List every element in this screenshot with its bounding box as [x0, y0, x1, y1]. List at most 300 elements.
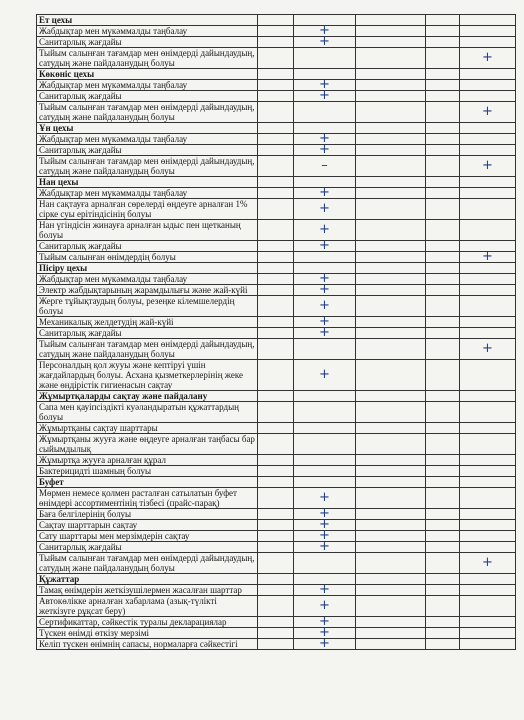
mark-cell-col1 — [258, 574, 294, 585]
mark-cell-col5 — [460, 520, 516, 531]
mark-cell-col1 — [258, 402, 294, 423]
mark-cell-col1 — [258, 26, 294, 37]
mark-cell-col2 — [294, 123, 356, 134]
mark-cell-col3 — [356, 596, 426, 617]
mark-cell-col3 — [356, 317, 426, 328]
mark-cell-col2: + — [294, 220, 356, 241]
criterion-text: Механикалық желдетудің жай-күйі — [37, 317, 258, 328]
checklist-row — [37, 360, 516, 391]
mark-cell-col4 — [426, 542, 460, 553]
mark-cell-col4 — [426, 15, 460, 26]
mark-cell-col4 — [426, 274, 460, 285]
mark-cell-col3 — [356, 585, 426, 596]
checklist-row — [37, 639, 516, 650]
criterion-text: Тыйым салынған тағамдар мен өнімдерді дайындаудың, сатудың және пайдаланудың болуы — [37, 339, 258, 360]
criterion-text: Нан үгіндісін жинауға арналған ыдыс пен щетканың болуы — [37, 220, 258, 241]
mark-cell-col3 — [356, 37, 426, 48]
mark-cell-col4 — [426, 402, 460, 423]
mark-cell-col4 — [426, 296, 460, 317]
criterion-text: Жабдықтар мен мүкәммалды таңбалау — [37, 274, 258, 285]
mark-cell-col3 — [356, 134, 426, 145]
mark-cell-col5 — [460, 91, 516, 102]
mark-cell-col5: + — [460, 102, 516, 123]
mark-cell-col3 — [356, 455, 426, 466]
mark-cell-col1 — [258, 509, 294, 520]
mark-cell-col4 — [426, 617, 460, 628]
checklist-row — [37, 423, 516, 434]
checklist-row — [37, 188, 516, 199]
mark-cell-col1 — [258, 391, 294, 402]
checklist-row — [37, 26, 516, 37]
mark-cell-col1 — [258, 241, 294, 252]
mark-cell-col1 — [258, 360, 294, 391]
mark-cell-col4 — [426, 285, 460, 296]
mark-cell-col2: – — [294, 156, 356, 177]
mark-cell-col2 — [294, 102, 356, 123]
mark-cell-col1 — [258, 91, 294, 102]
mark-cell-col4 — [426, 360, 460, 391]
mark-cell-col2 — [294, 339, 356, 360]
mark-cell-col1 — [258, 617, 294, 628]
mark-cell-col3 — [356, 48, 426, 69]
criterion-text: Жерге тұйықтаудың болуы, резеңке кілемшелердің болуы — [37, 296, 258, 317]
checklist-row — [37, 617, 516, 628]
mark-cell-col5 — [460, 360, 516, 391]
criterion-text: Автокөлікке арналған хабарлама (азық-түлікті жеткізуге рұқсат беру) — [37, 596, 258, 617]
mark-cell-col4 — [426, 199, 460, 220]
criterion-text: Жабдықтар мен мүкәммалды таңбалау — [37, 26, 258, 37]
checklist-row — [37, 285, 516, 296]
section-title: Көкөніс цехы — [37, 69, 258, 80]
mark-cell-col4 — [426, 220, 460, 241]
mark-cell-col2 — [294, 15, 356, 26]
section-title: Ет цехы — [37, 15, 258, 26]
mark-cell-col5 — [460, 220, 516, 241]
mark-cell-col5 — [460, 263, 516, 274]
checklist-row — [37, 241, 516, 252]
mark-cell-col2: + — [294, 80, 356, 91]
checklist-row — [37, 156, 516, 177]
mark-cell-col3 — [356, 263, 426, 274]
criterion-text: Баға белгілерінің болуы — [37, 509, 258, 520]
mark-cell-col3 — [356, 145, 426, 156]
criterion-text: Санитарлық жағдайы — [37, 241, 258, 252]
mark-cell-col5 — [460, 596, 516, 617]
mark-cell-col2 — [294, 48, 356, 69]
mark-cell-col3 — [356, 252, 426, 263]
mark-cell-col3 — [356, 102, 426, 123]
mark-cell-col5 — [460, 241, 516, 252]
mark-cell-col2 — [294, 434, 356, 455]
mark-cell-col4 — [426, 177, 460, 188]
criterion-text: Келіп түскен өнімнің сапасы, нормаларға сәйкестігі — [37, 639, 258, 650]
mark-cell-col5 — [460, 199, 516, 220]
mark-cell-col1 — [258, 553, 294, 574]
mark-cell-col2 — [294, 69, 356, 80]
mark-cell-col4 — [426, 145, 460, 156]
mark-cell-col4 — [426, 123, 460, 134]
checklist-row — [37, 466, 516, 477]
checklist-row — [37, 145, 516, 156]
mark-cell-col2: + — [294, 585, 356, 596]
checklist-row — [37, 531, 516, 542]
mark-cell-col2: + — [294, 617, 356, 628]
criterion-text: Жабдықтар мен мүкәммалды таңбалау — [37, 134, 258, 145]
mark-cell-col4 — [426, 241, 460, 252]
section-header-row — [37, 477, 516, 488]
mark-cell-col5 — [460, 531, 516, 542]
mark-cell-col4 — [426, 339, 460, 360]
criterion-text: Бактерицидті шамның болуы — [37, 466, 258, 477]
mark-cell-col5 — [460, 423, 516, 434]
mark-cell-col5 — [460, 628, 516, 639]
mark-cell-col3 — [356, 274, 426, 285]
mark-cell-col5 — [460, 15, 516, 26]
mark-cell-col5 — [460, 26, 516, 37]
mark-cell-col2: + — [294, 509, 356, 520]
criterion-text: Санитарлық жағдайы — [37, 328, 258, 339]
checklist-row — [37, 402, 516, 423]
mark-cell-col2 — [294, 574, 356, 585]
criterion-text: Тыйым салынған тағамдар мен өнімдерді дайындаудың, сатудың және пайдаланудың болуы — [37, 156, 258, 177]
mark-cell-col3 — [356, 423, 426, 434]
mark-cell-col3 — [356, 296, 426, 317]
mark-cell-col5 — [460, 328, 516, 339]
mark-cell-col2: + — [294, 317, 356, 328]
mark-cell-col2: + — [294, 296, 356, 317]
mark-cell-col5 — [460, 509, 516, 520]
mark-cell-col3 — [356, 26, 426, 37]
mark-cell-col1 — [258, 80, 294, 91]
checklist-row — [37, 542, 516, 553]
checklist-row — [37, 434, 516, 455]
mark-cell-col1 — [258, 477, 294, 488]
mark-cell-col1 — [258, 585, 294, 596]
mark-cell-col2: + — [294, 91, 356, 102]
mark-cell-col4 — [426, 102, 460, 123]
checklist-table — [36, 14, 516, 650]
mark-cell-col4 — [426, 134, 460, 145]
mark-cell-col5 — [460, 145, 516, 156]
mark-cell-col4 — [426, 69, 460, 80]
mark-cell-col5 — [460, 37, 516, 48]
mark-cell-col4 — [426, 628, 460, 639]
mark-cell-col5 — [460, 274, 516, 285]
checklist-row — [37, 134, 516, 145]
mark-cell-col2 — [294, 263, 356, 274]
mark-cell-col1 — [258, 466, 294, 477]
mark-cell-col5 — [460, 317, 516, 328]
mark-cell-col2: + — [294, 531, 356, 542]
criterion-text: Нан сақтауға арналған сөрелерді өңдеуге арналған 1% сірке суы ерітіндісінің болуы — [37, 199, 258, 220]
section-header-row — [37, 123, 516, 134]
checklist-row — [37, 91, 516, 102]
mark-cell-col5 — [460, 391, 516, 402]
mark-cell-col5 — [460, 434, 516, 455]
mark-cell-col1 — [258, 596, 294, 617]
checklist-body — [37, 15, 516, 650]
mark-cell-col3 — [356, 69, 426, 80]
mark-cell-col3 — [356, 241, 426, 252]
mark-cell-col1 — [258, 102, 294, 123]
criterion-text: Жабдықтар мен мүкәммалды таңбалау — [37, 188, 258, 199]
criterion-text: Сертификаттар, сәйкестік туралы декларациялар — [37, 617, 258, 628]
mark-cell-col2 — [294, 477, 356, 488]
mark-cell-col1 — [258, 285, 294, 296]
checklist-row — [37, 48, 516, 69]
mark-cell-col3 — [356, 339, 426, 360]
mark-cell-col1 — [258, 48, 294, 69]
mark-cell-col4 — [426, 317, 460, 328]
mark-cell-col5 — [460, 574, 516, 585]
mark-cell-col1 — [258, 296, 294, 317]
criterion-text: Жұмыртқаны жууға және өңдеуге арналған таңбасы бар сыйымдылық — [37, 434, 258, 455]
criterion-text: Тыйым салынған тағамдар мен өнімдерді дайындаудың, сатудың және пайдаланудың болуы — [37, 553, 258, 574]
mark-cell-col5 — [460, 402, 516, 423]
mark-cell-col2: + — [294, 596, 356, 617]
mark-cell-col5 — [460, 296, 516, 317]
mark-cell-col2 — [294, 466, 356, 477]
mark-cell-col3 — [356, 477, 426, 488]
mark-cell-col3 — [356, 639, 426, 650]
mark-cell-col3 — [356, 360, 426, 391]
mark-cell-col3 — [356, 285, 426, 296]
mark-cell-col4 — [426, 37, 460, 48]
mark-cell-col4 — [426, 477, 460, 488]
checklist-row — [37, 553, 516, 574]
checklist-row — [37, 220, 516, 241]
mark-cell-col3 — [356, 617, 426, 628]
mark-cell-col4 — [426, 188, 460, 199]
mark-cell-col3 — [356, 15, 426, 26]
checklist-row — [37, 252, 516, 263]
mark-cell-col1 — [258, 531, 294, 542]
mark-cell-col4 — [426, 585, 460, 596]
mark-cell-col3 — [356, 220, 426, 241]
mark-cell-col2: + — [294, 520, 356, 531]
criterion-text: Санитарлық жағдайы — [37, 91, 258, 102]
mark-cell-col3 — [356, 553, 426, 574]
checklist-row — [37, 274, 516, 285]
mark-cell-col4 — [426, 509, 460, 520]
criterion-text: Электр жабдықтарының жарамдылығы және жай-күйі — [37, 285, 258, 296]
mark-cell-col1 — [258, 328, 294, 339]
mark-cell-col2: + — [294, 542, 356, 553]
checklist-row — [37, 455, 516, 466]
checklist-row — [37, 585, 516, 596]
mark-cell-col4 — [426, 391, 460, 402]
mark-cell-col4 — [426, 596, 460, 617]
mark-cell-col1 — [258, 542, 294, 553]
mark-cell-col4 — [426, 156, 460, 177]
mark-cell-col4 — [426, 434, 460, 455]
mark-cell-col3 — [356, 199, 426, 220]
checklist-row — [37, 199, 516, 220]
mark-cell-col3 — [356, 520, 426, 531]
mark-cell-col4 — [426, 553, 460, 574]
criterion-text: Санитарлық жағдайы — [37, 542, 258, 553]
mark-cell-col2: + — [294, 274, 356, 285]
mark-cell-col2 — [294, 553, 356, 574]
checklist-row — [37, 80, 516, 91]
mark-cell-col3 — [356, 156, 426, 177]
section-title: Пісіру цехы — [37, 263, 258, 274]
mark-cell-col5: + — [460, 48, 516, 69]
mark-cell-col5 — [460, 285, 516, 296]
mark-cell-col3 — [356, 434, 426, 455]
mark-cell-col2: + — [294, 188, 356, 199]
mark-cell-col5 — [460, 123, 516, 134]
checklist-row — [37, 328, 516, 339]
mark-cell-col1 — [258, 145, 294, 156]
criterion-text: Жұмыртқа жууға арналған құрал — [37, 455, 258, 466]
mark-cell-col3 — [356, 91, 426, 102]
mark-cell-col1 — [258, 639, 294, 650]
mark-cell-col2 — [294, 177, 356, 188]
mark-cell-col1 — [258, 177, 294, 188]
mark-cell-col2: + — [294, 145, 356, 156]
mark-cell-col2: + — [294, 488, 356, 509]
mark-cell-col4 — [426, 423, 460, 434]
mark-cell-col1 — [258, 628, 294, 639]
checklist-row — [37, 37, 516, 48]
mark-cell-col3 — [356, 531, 426, 542]
mark-cell-col1 — [258, 488, 294, 509]
mark-cell-col5 — [460, 617, 516, 628]
mark-cell-col4 — [426, 91, 460, 102]
mark-cell-col5 — [460, 542, 516, 553]
criterion-text: Сақтау шарттарын сақтау — [37, 520, 258, 531]
mark-cell-col2: + — [294, 639, 356, 650]
mark-cell-col2 — [294, 402, 356, 423]
mark-cell-col5 — [460, 585, 516, 596]
checklist-row — [37, 102, 516, 123]
mark-cell-col5: + — [460, 553, 516, 574]
mark-cell-col3 — [356, 123, 426, 134]
criterion-text: Тамақ өнімдерін жеткізушілермен жасалған шарттар — [37, 585, 258, 596]
mark-cell-col1 — [258, 69, 294, 80]
mark-cell-col1 — [258, 188, 294, 199]
mark-cell-col3 — [356, 328, 426, 339]
mark-cell-col2: + — [294, 285, 356, 296]
mark-cell-col5 — [460, 477, 516, 488]
mark-cell-col1 — [258, 220, 294, 241]
mark-cell-col5: + — [460, 156, 516, 177]
mark-cell-col3 — [356, 177, 426, 188]
mark-cell-col5 — [460, 188, 516, 199]
section-header-row — [37, 263, 516, 274]
mark-cell-col1 — [258, 520, 294, 531]
mark-cell-col3 — [356, 574, 426, 585]
mark-cell-col3 — [356, 188, 426, 199]
mark-cell-col4 — [426, 455, 460, 466]
criterion-text: Жұмыртқаны сақтау шарттары — [37, 423, 258, 434]
mark-cell-col1 — [258, 423, 294, 434]
mark-cell-col4 — [426, 263, 460, 274]
criterion-text: Тыйым салынған тағамдар мен өнімдерді дайындаудың, сатудың және пайдаланудың болуы — [37, 48, 258, 69]
mark-cell-col1 — [258, 199, 294, 220]
mark-cell-col2 — [294, 391, 356, 402]
section-title: Буфет — [37, 477, 258, 488]
mark-cell-col5 — [460, 80, 516, 91]
mark-cell-col5: + — [460, 252, 516, 263]
mark-cell-col4 — [426, 520, 460, 531]
mark-cell-col5 — [460, 455, 516, 466]
mark-cell-col3 — [356, 542, 426, 553]
mark-cell-col4 — [426, 328, 460, 339]
mark-cell-col4 — [426, 80, 460, 91]
checklist-row — [37, 520, 516, 531]
mark-cell-col2: + — [294, 360, 356, 391]
mark-cell-col2: + — [294, 134, 356, 145]
mark-cell-col1 — [258, 455, 294, 466]
criterion-text: Түскен өнімді өткізу мерзімі — [37, 628, 258, 639]
criterion-text: Тыйым салынған тағамдар мен өнімдерді дайындаудың, сатудың және пайдаланудың болуы — [37, 102, 258, 123]
mark-cell-col2 — [294, 423, 356, 434]
section-header-row — [37, 391, 516, 402]
mark-cell-col4 — [426, 48, 460, 69]
checklist-row — [37, 317, 516, 328]
mark-cell-col1 — [258, 274, 294, 285]
section-title: Нан цехы — [37, 177, 258, 188]
mark-cell-col5 — [460, 69, 516, 80]
mark-cell-col4 — [426, 574, 460, 585]
section-header-row — [37, 177, 516, 188]
mark-cell-col3 — [356, 402, 426, 423]
mark-cell-col4 — [426, 252, 460, 263]
mark-cell-col1 — [258, 252, 294, 263]
mark-cell-col1 — [258, 123, 294, 134]
mark-cell-col5 — [460, 488, 516, 509]
mark-cell-col1 — [258, 37, 294, 48]
checklist-row — [37, 296, 516, 317]
mark-cell-col2: + — [294, 628, 356, 639]
criterion-text: Персоналдың қол жууы және кептіруі үшін жағдайлардың болуы. Асхана қызметкерлерінің жеке және өндірістік гигиенасын сақтау — [37, 360, 258, 391]
mark-cell-col3 — [356, 391, 426, 402]
criterion-text: Жабдықтар мен мүкәммалды таңбалау — [37, 80, 258, 91]
mark-cell-col5 — [460, 466, 516, 477]
mark-cell-col2: + — [294, 241, 356, 252]
checklist-row — [37, 509, 516, 520]
section-title: Құжаттар — [37, 574, 258, 585]
mark-cell-col3 — [356, 466, 426, 477]
criterion-text: Мөрмен немесе қолмен расталған сатылатын буфет өнімдері ассортиментінің тізбесі (прайс-парақ) — [37, 488, 258, 509]
criterion-text: Сату шарттары мен мерзімдерін сақтау — [37, 531, 258, 542]
checklist-row — [37, 339, 516, 360]
mark-cell-col5: + — [460, 339, 516, 360]
mark-cell-col3 — [356, 80, 426, 91]
mark-cell-col1 — [258, 15, 294, 26]
section-title: Жұмыртқаларды сақтау және пайдалану — [37, 391, 258, 402]
mark-cell-col2 — [294, 455, 356, 466]
criterion-text: Санитарлық жағдайы — [37, 37, 258, 48]
mark-cell-col2: + — [294, 199, 356, 220]
section-header-row — [37, 69, 516, 80]
mark-cell-col2: + — [294, 26, 356, 37]
section-title: Ұн цехы — [37, 123, 258, 134]
mark-cell-col5 — [460, 177, 516, 188]
section-header-row — [37, 574, 516, 585]
mark-cell-col4 — [426, 488, 460, 509]
mark-cell-col4 — [426, 26, 460, 37]
criterion-text: Тыйым салынған өнімдердің болуы — [37, 252, 258, 263]
checklist-row — [37, 628, 516, 639]
criterion-text: Сапа мен қауіпсіздікті куәландыратын құжаттардың болуы — [37, 402, 258, 423]
mark-cell-col2: + — [294, 37, 356, 48]
mark-cell-col1 — [258, 317, 294, 328]
mark-cell-col5 — [460, 639, 516, 650]
mark-cell-col2: + — [294, 328, 356, 339]
